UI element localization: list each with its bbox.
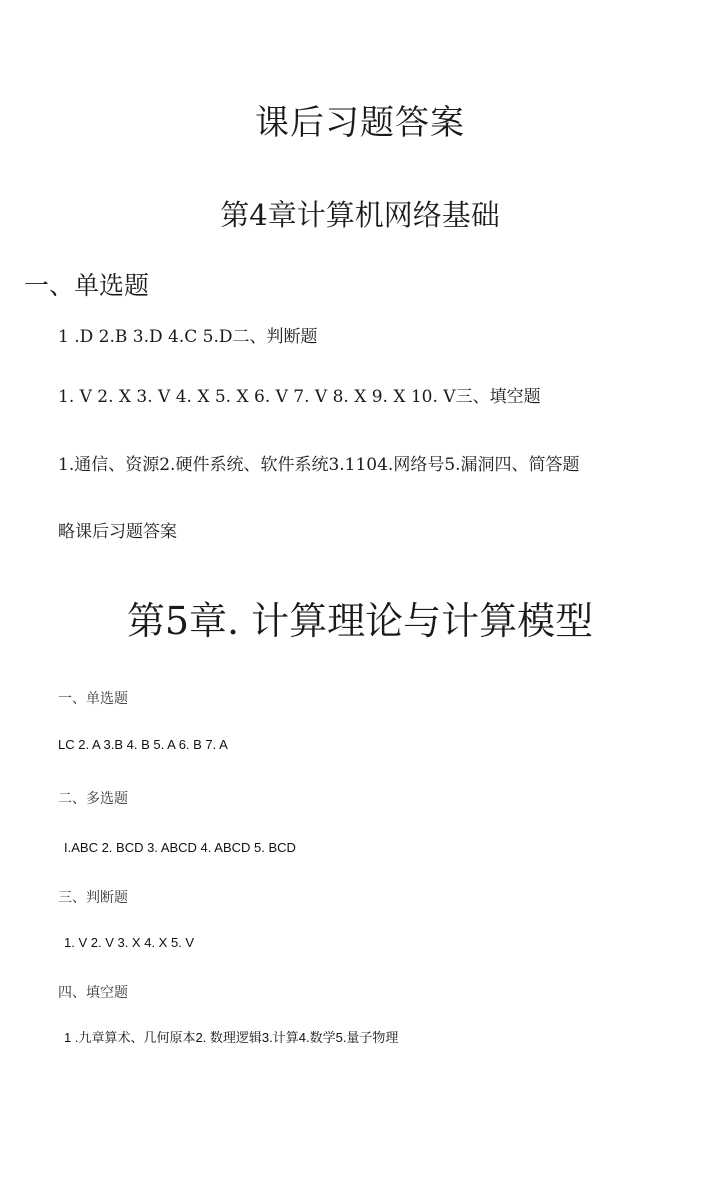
document-title: 课后习题答案 xyxy=(255,103,465,143)
chapter-5-section-heading: 二、多选题 xyxy=(58,790,128,806)
chapter-4-section-heading: 一、单选题 xyxy=(24,271,150,300)
chapter-5-title: 第5章. 计算理论与计算模型 xyxy=(126,599,594,643)
chapter-5-section-heading: 一、单选题 xyxy=(58,690,128,706)
chapter-4-answer-line: 1. V 2. X 3. V 4. X 5. X 6. V 7. V 8. X 9. X 10. V三、填空题 xyxy=(58,387,541,407)
chapter-5-answer-line: 1. V 2. V 3. X 4. X 5. V xyxy=(64,935,195,950)
chapter-4-answer-line: 1.通信、资源2.硬件系统、软件系统3.1104.网络号5.漏洞四、简答题 xyxy=(58,455,580,475)
chapter-4-title: 第4章计算机网络基础 xyxy=(220,198,500,232)
chapter-5-answer-line: 1 .九章算术、几何原本2. 数理逻辑3.计算4.数学5.量子物理 xyxy=(64,1030,399,1045)
chapter-5-answer-line: LC 2. A 3.B 4. B 5. A 6. B 7. A xyxy=(58,737,228,752)
chapter-4-answer-line: 1 .D 2.B 3.D 4.C 5.D二、判断题 xyxy=(58,327,318,347)
chapter-5-answer-line: I.ABC 2. BCD 3. ABCD 4. ABCD 5. BCD xyxy=(64,840,296,855)
chapter-4-answer-line: 略课后习题答案 xyxy=(58,522,177,542)
chapter-5-section-heading: 三、判断题 xyxy=(58,889,128,905)
chapter-5-section-heading: 四、填空题 xyxy=(58,984,128,1000)
